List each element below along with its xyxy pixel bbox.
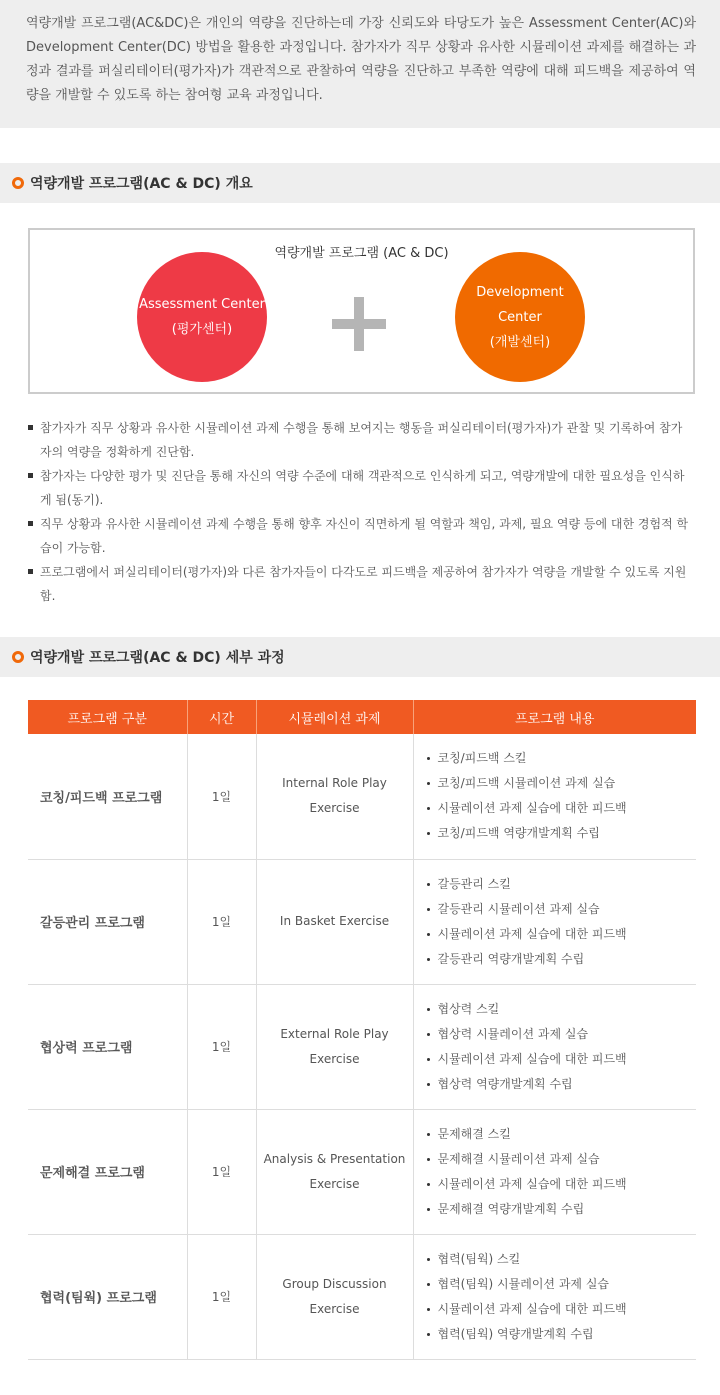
content-item: 코칭/피드백 스킬 (426, 746, 697, 771)
detail-heading: 역량개발 프로그램(AC & DC) 세부 과정 (30, 650, 285, 666)
task-line: Analysis & Presentation (263, 1151, 406, 1166)
program-name: 문제해결 프로그램 (28, 1109, 187, 1234)
content-item: 협력(팀웍) 스킬 (426, 1247, 697, 1272)
table-row (28, 984, 696, 1109)
program-time: 1일 (187, 734, 256, 859)
content-item: 시뮬레이션 과제 실습에 대한 피드백 (426, 796, 697, 821)
program-table (28, 700, 696, 1360)
content-item: 시뮬레이션 과제 실습에 대한 피드백 (426, 1172, 697, 1197)
content-item: 갈등관리 역량개발계획 수립 (426, 947, 697, 972)
content-item: 협상력 시뮬레이션 과제 실습 (426, 1022, 697, 1047)
dc-sublabel: (개발센터) (489, 334, 551, 350)
dc-label: Development Center (476, 284, 564, 325)
column-header-task: 시뮬레이션 과제 (256, 700, 413, 734)
overview-point: 직무 상황과 유사한 시뮬레이션 과제 수행을 통해 향후 자신이 직면하게 될 역할과 책임, 과제, 필요 역량 등에 대한 경험적 학습이 가능함. (28, 512, 690, 560)
table-row (28, 1109, 696, 1234)
development-center-circle (455, 252, 585, 382)
plus-icon (332, 300, 386, 348)
circle-bullet-icon (12, 177, 24, 189)
program-name: 코칭/피드백 프로그램 (28, 734, 187, 859)
task-line: Group Discussion (282, 1276, 387, 1291)
content-item: 협력(팀웍) 역량개발계획 수립 (426, 1322, 697, 1347)
overview-heading: 역량개발 프로그램(AC & DC) 개요 (30, 176, 253, 192)
overview-point: 참가자가 직무 상황과 유사한 시뮬레이션 과제 수행을 통해 보여지는 행동을 퍼실리테이터(평가자)가 관찰 및 기록하여 참가자의 역량을 정확하게 진단함. (28, 416, 690, 464)
program-content (413, 984, 696, 1109)
program-time: 1일 (187, 984, 256, 1109)
program-task (256, 859, 413, 984)
detail-section-header (0, 637, 720, 677)
program-content (413, 1109, 696, 1234)
overview-point: 프로그램에서 퍼실리테이터(평가자)와 다른 참가자들이 다각도로 피드백을 제공하여 참가자가 역량을 개발할 수 있도록 지원함. (28, 560, 690, 608)
program-name: 협력(팀웍) 프로그램 (28, 1234, 187, 1359)
table-row (28, 734, 696, 859)
program-task (256, 1109, 413, 1234)
task-line: Exercise (309, 1176, 360, 1191)
column-header-program: 프로그램 구분 (28, 700, 187, 734)
task-line: Exercise (309, 1301, 360, 1316)
task-line: Exercise (309, 801, 360, 816)
overview-points (28, 416, 690, 608)
program-content (413, 859, 696, 984)
content-item: 문제해결 역량개발계획 수립 (426, 1197, 697, 1222)
task-line: Internal Role Play (282, 776, 387, 791)
table-row (28, 1234, 696, 1359)
overview-section-header (0, 163, 720, 203)
content-item: 시뮬레이션 과제 실습에 대한 피드백 (426, 1297, 697, 1322)
program-name: 협상력 프로그램 (28, 984, 187, 1109)
circle-bullet-icon (12, 651, 24, 663)
content-item: 협상력 스킬 (426, 997, 697, 1022)
program-time: 1일 (187, 859, 256, 984)
task-line: Exercise (309, 1051, 360, 1066)
program-time: 1일 (187, 1109, 256, 1234)
program-task (256, 984, 413, 1109)
assessment-center-circle (137, 252, 267, 382)
column-header-time: 시간 (187, 700, 256, 734)
content-item: 문제해결 스킬 (426, 1122, 697, 1147)
content-item: 협상력 역량개발계획 수립 (426, 1072, 697, 1097)
content-item: 갈등관리 시뮬레이션 과제 실습 (426, 897, 697, 922)
program-task (256, 734, 413, 859)
ac-dc-diagram (28, 228, 695, 394)
content-item: 코칭/피드백 시뮬레이션 과제 실습 (426, 771, 697, 796)
program-task (256, 1234, 413, 1359)
task-line: In Basket Exercise (279, 914, 390, 928)
program-name: 갈등관리 프로그램 (28, 859, 187, 984)
content-item: 시뮬레이션 과제 실습에 대한 피드백 (426, 922, 697, 947)
ac-sublabel: (평가센터) (171, 322, 233, 337)
program-content (413, 1234, 696, 1359)
program-time: 1일 (187, 1234, 256, 1359)
task-line: External Role Play (280, 1026, 389, 1041)
column-header-content: 프로그램 내용 (413, 700, 696, 734)
overview-point: 참가자는 다양한 평가 및 진단을 통해 자신의 역량 수준에 대해 객관적으로 인식하게 되고, 역량개발에 대한 필요성을 인식하게 됨(동기). (28, 464, 690, 512)
intro-text: 역량개발 프로그램(AC&DC)은 개인의 역량을 진단하는데 가장 신뢰도와 타당도가 높은 Assessment Center(AC)와 Development Center(DC) 방법을 활용한 과정입니다. 참가자가 직무 상황과 유사한 시뮬레이션 과제를 해결하는 과정과 결과를 퍼실리테이터(평가자)가 객관적으로 관찰하여 역량을 진단하고 부족한 역량에 대해 피드백을 제공하여 역량을 개발할 수 있도록 하는 참여형 교육 과정입니다. (0, 0, 720, 128)
content-item: 코칭/피드백 역량개발계획 수립 (426, 821, 697, 846)
content-item: 협력(팀웍) 시뮬레이션 과제 실습 (426, 1272, 697, 1297)
table-row (28, 859, 696, 984)
table-header-row (28, 700, 696, 734)
content-item: 시뮬레이션 과제 실습에 대한 피드백 (426, 1047, 697, 1072)
content-item: 문제해결 시뮬레이션 과제 실습 (426, 1147, 697, 1172)
content-item: 갈등관리 스킬 (426, 872, 697, 897)
program-content (413, 734, 696, 859)
ac-label: Assessment Center (139, 297, 265, 312)
diagram-title: 역량개발 프로그램 (AC & DC) (274, 246, 449, 261)
